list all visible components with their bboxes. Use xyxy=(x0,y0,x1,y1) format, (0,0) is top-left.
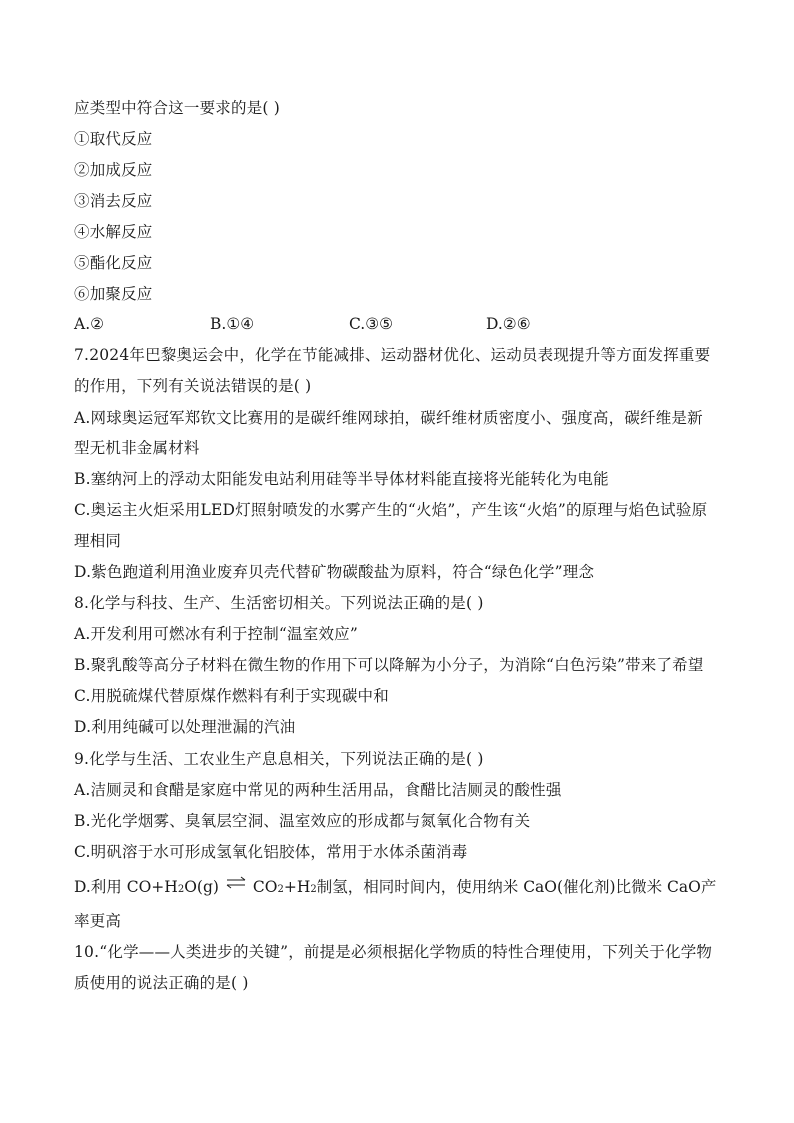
q9-option-b: B.光化学烟雾、臭氧层空洞、温室效应的形成都与氮氧化合物有关 xyxy=(74,812,531,830)
q6-item-2: ②加成反应 xyxy=(74,161,153,179)
q8-option-b: B.聚乳酸等高分子材料在微生物的作用下可以降解为小分子，为消除“白色污染”带来了希望 xyxy=(74,656,704,674)
q6-option-c: C.③⑤ xyxy=(349,315,394,333)
question-10-stem-cont: 质使用的说法正确的是( ) xyxy=(74,974,249,992)
q9d-prefix: D.利用 CO+H xyxy=(74,878,178,896)
q7-option-c: C.奥运主火炬采用LED灯照射喷发的水雾产生的“火焰”，产生该“火焰”的原理与焰色试验原 xyxy=(74,501,708,519)
q6-item-3: ③消去反应 xyxy=(74,192,153,210)
q8-option-d: D.利用纯碱可以处理泄漏的汽油 xyxy=(74,718,296,736)
q9d-mid: O(g) xyxy=(184,878,219,896)
question-8-stem: 8.化学与科技、生产、生活密切相关。下列说法正确的是( ) xyxy=(74,594,484,612)
q6-option-d: D.②⑥ xyxy=(486,315,531,333)
q9-option-d xyxy=(74,874,716,901)
q6-item-5: ⑤酯化反应 xyxy=(74,254,153,272)
q9d-sub-3: 2 xyxy=(310,884,317,895)
q9d-plus: +H xyxy=(283,878,311,896)
q6-option-a: A.② xyxy=(74,315,105,333)
q6-options xyxy=(74,314,634,334)
q9-option-d-cont: 率更高 xyxy=(74,912,122,930)
q7-option-d: D.紫色跑道利用渔业废弃贝壳代替矿物碳酸盐为原料，符合“绿色化学”理念 xyxy=(74,563,595,581)
question-10-stem: 10.“化学——人类进步的关键”，前提是必须根据化学物质的特性合理使用，下列关于化学物 xyxy=(74,943,713,961)
question-7-stem-cont: 的作用，下列有关说法错误的是( ) xyxy=(74,377,312,395)
q9d-sub-1: 2 xyxy=(177,884,185,895)
q9d-sub-2: 2 xyxy=(277,884,284,895)
question-7-stem: 7.2024年巴黎奥运会中，化学在节能减排、运动器材优化、运动员表现提升等方面发挥重要 xyxy=(74,346,711,364)
q9d-suffix: 制氢，相同时间内，使用纳米 CaO(催化剂)比微米 CaO产 xyxy=(316,878,717,896)
equilibrium-arrow-icon xyxy=(223,874,249,892)
question-6-stem-tail: 应类型中符合这一要求的是( ) xyxy=(74,99,281,117)
q7-option-a-cont: 型无机非金属材料 xyxy=(74,439,200,457)
q7-option-c-cont: 理相同 xyxy=(74,532,122,550)
q7-option-a: A.网球奥运冠军郑钦文比赛用的是碳纤维网球拍，碳纤维材质密度小、强度高，碳纤维是新 xyxy=(74,409,703,427)
q9-option-a: A.洁厕灵和食醋是家庭中常见的两种生活用品，食醋比洁厕灵的酸性强 xyxy=(74,781,562,799)
q6-item-6: ⑥加聚反应 xyxy=(74,285,153,303)
q7-option-b: B.塞纳河上的浮动太阳能发电站利用硅等半导体材料能直接将光能转化为电能 xyxy=(74,470,609,488)
q8-option-a: A.开发利用可燃冰有利于控制“温室效应” xyxy=(74,625,358,643)
q6-item-4: ④水解反应 xyxy=(74,223,153,241)
q6-option-b: B.①④ xyxy=(210,315,255,333)
q8-option-c: C.用脱硫煤代替原煤作燃料有利于实现碳中和 xyxy=(74,687,389,705)
q9-option-c: C.明矾溶于水可形成氢氧化铝胶体，常用于水体杀菌消毒 xyxy=(74,843,468,861)
q9d-after: CO xyxy=(252,878,278,896)
question-9-stem: 9.化学与生活、工农业生产息息相关，下列说法正确的是( ) xyxy=(74,750,484,768)
q6-item-1: ①取代反应 xyxy=(74,130,153,148)
